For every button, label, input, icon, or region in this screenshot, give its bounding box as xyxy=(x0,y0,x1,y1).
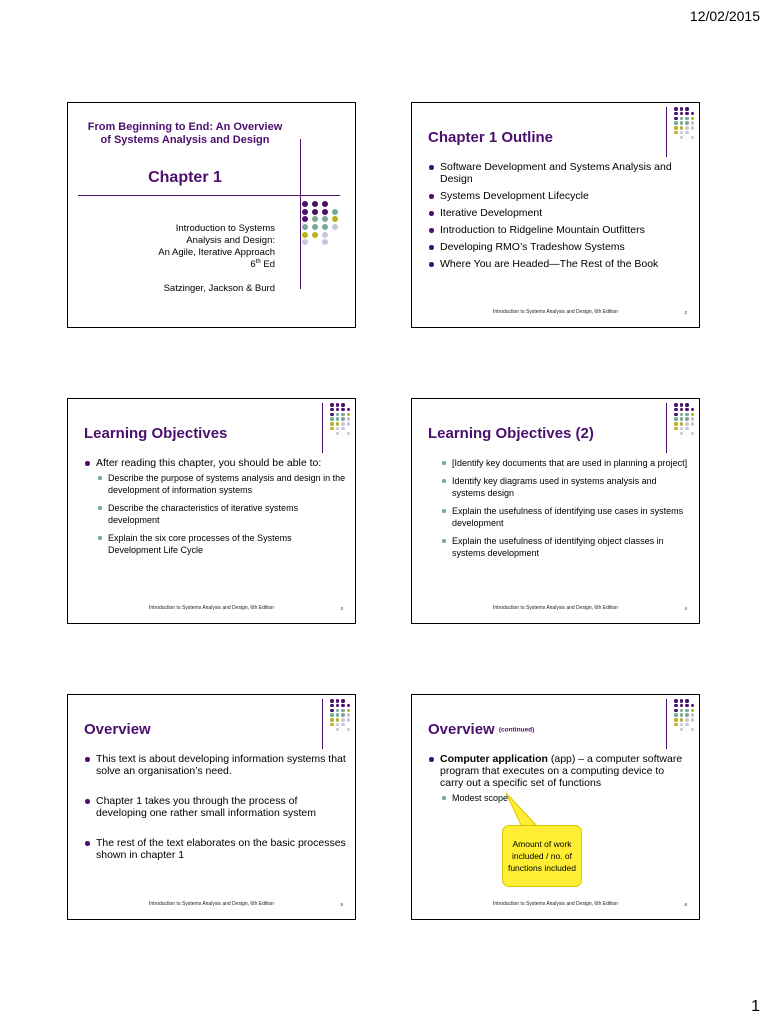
logo-dot xyxy=(691,126,695,130)
logo-dot xyxy=(674,422,678,426)
logo-dot xyxy=(341,718,345,722)
book-line-2: Analysis and Design: xyxy=(186,235,275,246)
logo-dot xyxy=(336,704,340,708)
logo-dot xyxy=(347,723,351,727)
slide-footer: Introduction to Systems Analysis and Design, 6th Edition xyxy=(148,901,275,907)
heading-line-1: From Beginning to End: An Overview xyxy=(87,121,283,133)
bullet-item xyxy=(428,753,690,804)
callout-note: Amount of work included / no. of functions included xyxy=(502,825,582,887)
slide-title-text: Learning Objectives (2) xyxy=(428,425,594,442)
logo-dot xyxy=(336,403,340,407)
logo-dot xyxy=(680,432,684,436)
logo-dot xyxy=(336,723,340,727)
edition-number: 6 xyxy=(250,259,256,270)
sub-bullet-item: Explain the six core processes of the Systems Development Life Cycle xyxy=(96,532,346,556)
bullet-item xyxy=(84,457,346,556)
logo-dot xyxy=(312,224,318,230)
logo-dot xyxy=(341,403,345,407)
logo-dot xyxy=(336,417,340,421)
logo-dot xyxy=(347,422,351,426)
logo-dot xyxy=(330,713,334,717)
title-continued: (continued) xyxy=(498,726,535,734)
logo-dot xyxy=(302,232,308,238)
dot-logo xyxy=(674,403,695,435)
logo-dot xyxy=(691,121,695,125)
page-number: 1 xyxy=(751,998,760,1015)
logo-dot xyxy=(685,126,689,130)
logo-dot xyxy=(674,107,678,111)
logo-dot xyxy=(674,131,678,135)
logo-dot xyxy=(332,224,338,230)
logo-dot xyxy=(674,136,678,140)
slide-number: 5 xyxy=(340,902,343,907)
logo-dot xyxy=(691,699,695,703)
logo-dot xyxy=(332,216,338,222)
logo-dot xyxy=(330,408,334,412)
logo-dot xyxy=(680,117,684,121)
sub-bullet-list xyxy=(440,457,690,565)
logo-dot xyxy=(336,427,340,431)
logo-dot xyxy=(685,403,689,407)
logo-dot xyxy=(691,131,695,135)
logo-dot xyxy=(680,112,684,116)
logo-dot xyxy=(332,239,338,245)
logo-dot xyxy=(347,408,351,412)
logo-rule xyxy=(666,107,667,157)
logo-dot xyxy=(330,723,334,727)
logo-dot xyxy=(674,413,678,417)
logo-dot xyxy=(685,427,689,431)
dot-logo xyxy=(330,403,351,435)
logo-dot xyxy=(691,709,695,713)
sub-bullet-list xyxy=(440,792,690,804)
logo-dot xyxy=(680,413,684,417)
logo-dot xyxy=(341,427,345,431)
logo-dot xyxy=(302,201,308,207)
logo-dot xyxy=(322,209,328,215)
book-edition xyxy=(88,259,275,271)
logo-dot xyxy=(691,112,695,116)
bullet-list xyxy=(84,457,346,562)
logo-dot xyxy=(674,408,678,412)
logo-rule xyxy=(322,699,323,749)
dot-logo xyxy=(302,201,339,245)
logo-rule xyxy=(666,403,667,453)
logo-dot xyxy=(302,224,308,230)
logo-dot xyxy=(302,209,308,215)
logo-dot xyxy=(685,107,689,111)
logo-dot xyxy=(674,427,678,431)
logo-dot xyxy=(332,201,338,207)
slide-number: 3 xyxy=(340,606,343,611)
logo-dot xyxy=(691,422,695,426)
book-line-1: Introduction to Systems xyxy=(175,223,275,234)
logo-dot xyxy=(691,728,695,732)
logo-dot xyxy=(680,699,684,703)
logo-dot xyxy=(685,723,689,727)
bullet-list xyxy=(428,161,690,275)
logo-rule xyxy=(666,699,667,749)
slide-title xyxy=(67,102,356,328)
logo-dot xyxy=(347,718,351,722)
logo-dot xyxy=(332,232,338,238)
sub-bullet-item: Describe the purpose of systems analysis and design in the development of information systems xyxy=(96,472,346,496)
logo-dot xyxy=(674,403,678,407)
logo-dot xyxy=(330,699,334,703)
logo-dot xyxy=(336,709,340,713)
logo-dot xyxy=(685,131,689,135)
logo-dot xyxy=(312,201,318,207)
logo-dot xyxy=(330,718,334,722)
logo-dot xyxy=(685,413,689,417)
defined-term: Computer application xyxy=(440,753,548,765)
logo-dot xyxy=(674,718,678,722)
logo-dot xyxy=(680,709,684,713)
slide-number: 2 xyxy=(684,310,687,315)
logo-dot xyxy=(341,713,345,717)
logo-dot xyxy=(330,709,334,713)
bullet-list xyxy=(428,753,690,810)
logo-dot xyxy=(680,422,684,426)
edition-rest: Ed xyxy=(260,259,275,270)
logo-dot xyxy=(680,704,684,708)
logo-dot xyxy=(691,718,695,722)
logo-dot xyxy=(674,117,678,121)
logo-dot xyxy=(680,131,684,135)
divider-vertical xyxy=(300,139,301,289)
logo-dot xyxy=(330,403,334,407)
logo-dot xyxy=(680,713,684,717)
logo-dot xyxy=(341,723,345,727)
heading-line-2: of Systems Analysis and Design xyxy=(100,134,270,146)
logo-dot xyxy=(685,417,689,421)
logo-dot xyxy=(691,427,695,431)
logo-dot xyxy=(330,704,334,708)
logo-dot xyxy=(685,709,689,713)
logo-dot xyxy=(691,417,695,421)
logo-dot xyxy=(347,417,351,421)
logo-dot xyxy=(674,699,678,703)
logo-dot xyxy=(691,117,695,121)
bullet-intro: After reading this chapter, you should be able to: xyxy=(96,457,322,469)
logo-dot xyxy=(685,136,689,140)
slide-footer: Introduction to Systems Analysis and Design, 6th Edition xyxy=(492,901,619,907)
logo-dot xyxy=(341,709,345,713)
slide-number: 4 xyxy=(684,606,687,611)
logo-dot xyxy=(347,704,351,708)
bullet-item: Iterative Development xyxy=(428,207,690,219)
slide-overview-continued xyxy=(411,694,700,920)
logo-dot xyxy=(685,117,689,121)
logo-dot xyxy=(680,417,684,421)
slide-outline xyxy=(411,102,700,328)
term-definition: (app) – a computer software program that executes on a computing device to carry out a specific set of functions xyxy=(440,753,683,789)
slide-title-text: Chapter 1 Outline xyxy=(428,129,554,146)
logo-dot xyxy=(691,704,695,708)
logo-dot xyxy=(347,427,351,431)
bullet-item: Systems Development Lifecycle xyxy=(428,190,690,202)
logo-dot xyxy=(347,728,351,732)
bullet-item: Chapter 1 takes you through the process of developing one rather small information system xyxy=(84,795,346,819)
sub-bullet-item: Identify key diagrams used in systems analysis and systems design xyxy=(440,475,690,499)
authors: Satzinger, Jackson & Burd xyxy=(163,283,275,294)
slide-learning-objectives xyxy=(67,398,356,624)
logo-dot xyxy=(347,403,351,407)
logo-dot xyxy=(347,432,351,436)
logo-dot xyxy=(312,239,318,245)
logo-dot xyxy=(336,713,340,717)
logo-dot xyxy=(691,136,695,140)
logo-dot xyxy=(674,432,678,436)
logo-dot xyxy=(680,427,684,431)
logo-dot xyxy=(680,121,684,125)
slide-overview xyxy=(67,694,356,920)
logo-dot xyxy=(674,723,678,727)
bullet-item: Software Development and Systems Analysis and Design xyxy=(428,161,690,185)
slide-learning-objectives-2 xyxy=(411,398,700,624)
logo-dot xyxy=(322,201,328,207)
logo-dot xyxy=(691,713,695,717)
logo-dot xyxy=(685,718,689,722)
logo-dot xyxy=(341,413,345,417)
logo-dot xyxy=(330,432,334,436)
logo-dot xyxy=(312,232,318,238)
sub-bullet-item: [Identify key documents that are used in planning a project] xyxy=(440,457,690,469)
logo-dot xyxy=(680,126,684,130)
logo-dot xyxy=(347,709,351,713)
slide-footer: Introduction to Systems Analysis and Design, 6th Edition xyxy=(492,605,619,611)
logo-dot xyxy=(347,699,351,703)
logo-dot xyxy=(685,699,689,703)
dot-logo xyxy=(674,699,695,731)
logo-dot xyxy=(674,713,678,717)
logo-dot xyxy=(691,107,695,111)
bullet-item: Where You are Headed—The Rest of the Book xyxy=(428,258,690,270)
logo-dot xyxy=(680,107,684,111)
logo-dot xyxy=(341,699,345,703)
bullet-item: Developing RMO’s Tradeshow Systems xyxy=(428,241,690,253)
logo-dot xyxy=(336,432,340,436)
logo-dot xyxy=(347,413,351,417)
logo-dot xyxy=(685,121,689,125)
logo-dot xyxy=(332,209,338,215)
sub-bullet-item: Explain the usefulness of identifying use cases in systems development xyxy=(440,505,690,529)
edition-superscript: th xyxy=(255,258,261,265)
logo-dot xyxy=(674,121,678,125)
logo-dot xyxy=(680,408,684,412)
logo-dot xyxy=(685,728,689,732)
logo-dot xyxy=(322,232,328,238)
slide-footer: Introduction to Systems Analysis and Design, 6th Edition xyxy=(148,605,275,611)
logo-dot xyxy=(330,422,334,426)
logo-dot xyxy=(302,239,308,245)
book-info xyxy=(88,223,275,271)
dot-logo xyxy=(330,699,351,731)
logo-dot xyxy=(336,408,340,412)
logo-dot xyxy=(341,408,345,412)
bullet-item: Introduction to Ridgeline Mountain Outfitters xyxy=(428,224,690,236)
sub-bullet-item: Modest scope xyxy=(440,792,690,804)
dot-logo xyxy=(674,107,695,139)
logo-dot xyxy=(685,704,689,708)
logo-dot xyxy=(341,728,345,732)
logo-dot xyxy=(691,403,695,407)
page-date: 12/02/2015 xyxy=(689,8,760,24)
logo-dot xyxy=(674,112,678,116)
callout-pointer xyxy=(506,793,542,827)
slide-heading xyxy=(74,121,296,147)
logo-dot xyxy=(312,209,318,215)
logo-dot xyxy=(674,126,678,130)
logo-dot xyxy=(330,413,334,417)
logo-dot xyxy=(674,709,678,713)
book-line-3: An Agile, Iterative Approach xyxy=(158,247,275,258)
logo-dot xyxy=(691,432,695,436)
logo-dot xyxy=(312,216,318,222)
logo-dot xyxy=(685,713,689,717)
logo-dot xyxy=(691,413,695,417)
logo-dot xyxy=(691,723,695,727)
logo-dot xyxy=(322,239,328,245)
chapter-title: Chapter 1 xyxy=(148,169,222,186)
logo-dot xyxy=(680,728,684,732)
logo-dot xyxy=(330,417,334,421)
logo-dot xyxy=(685,112,689,116)
logo-dot xyxy=(674,417,678,421)
slide-title-text: Learning Objectives xyxy=(84,425,228,442)
slide-title-text xyxy=(428,721,534,738)
bullet-item: The rest of the text elaborates on the basic processes shown in chapter 1 xyxy=(84,837,346,861)
logo-dot xyxy=(347,713,351,717)
logo-dot xyxy=(674,704,678,708)
logo-dot xyxy=(685,408,689,412)
logo-dot xyxy=(674,728,678,732)
logo-dot xyxy=(341,422,345,426)
logo-dot xyxy=(685,422,689,426)
logo-dot xyxy=(336,718,340,722)
bullet-item: This text is about developing information systems that solve an organisation’s need. xyxy=(84,753,346,777)
sub-bullet-list xyxy=(96,472,346,556)
logo-dot xyxy=(680,718,684,722)
logo-dot xyxy=(336,413,340,417)
logo-dot xyxy=(330,427,334,431)
title-main: Overview xyxy=(428,721,495,738)
sub-bullet-item: Explain the usefulness of identifying object classes in systems development xyxy=(440,535,690,559)
logo-dot xyxy=(680,723,684,727)
logo-dot xyxy=(322,224,328,230)
logo-dot xyxy=(336,422,340,426)
slide-footer: Introduction to Systems Analysis and Design, 6th Edition xyxy=(492,309,619,315)
logo-dot xyxy=(691,408,695,412)
logo-dot xyxy=(341,704,345,708)
logo-rule xyxy=(322,403,323,453)
logo-dot xyxy=(685,432,689,436)
logo-dot xyxy=(680,136,684,140)
logo-dot xyxy=(336,699,340,703)
logo-dot xyxy=(322,216,328,222)
logo-dot xyxy=(302,216,308,222)
logo-dot xyxy=(341,417,345,421)
bullet-list xyxy=(84,753,346,879)
slide-number: 6 xyxy=(684,902,687,907)
slide-title-text: Overview xyxy=(84,721,151,738)
logo-dot xyxy=(341,432,345,436)
logo-dot xyxy=(680,403,684,407)
logo-dot xyxy=(330,728,334,732)
sub-bullet-item: Describe the characteristics of iterative systems development xyxy=(96,502,346,526)
logo-dot xyxy=(336,728,340,732)
